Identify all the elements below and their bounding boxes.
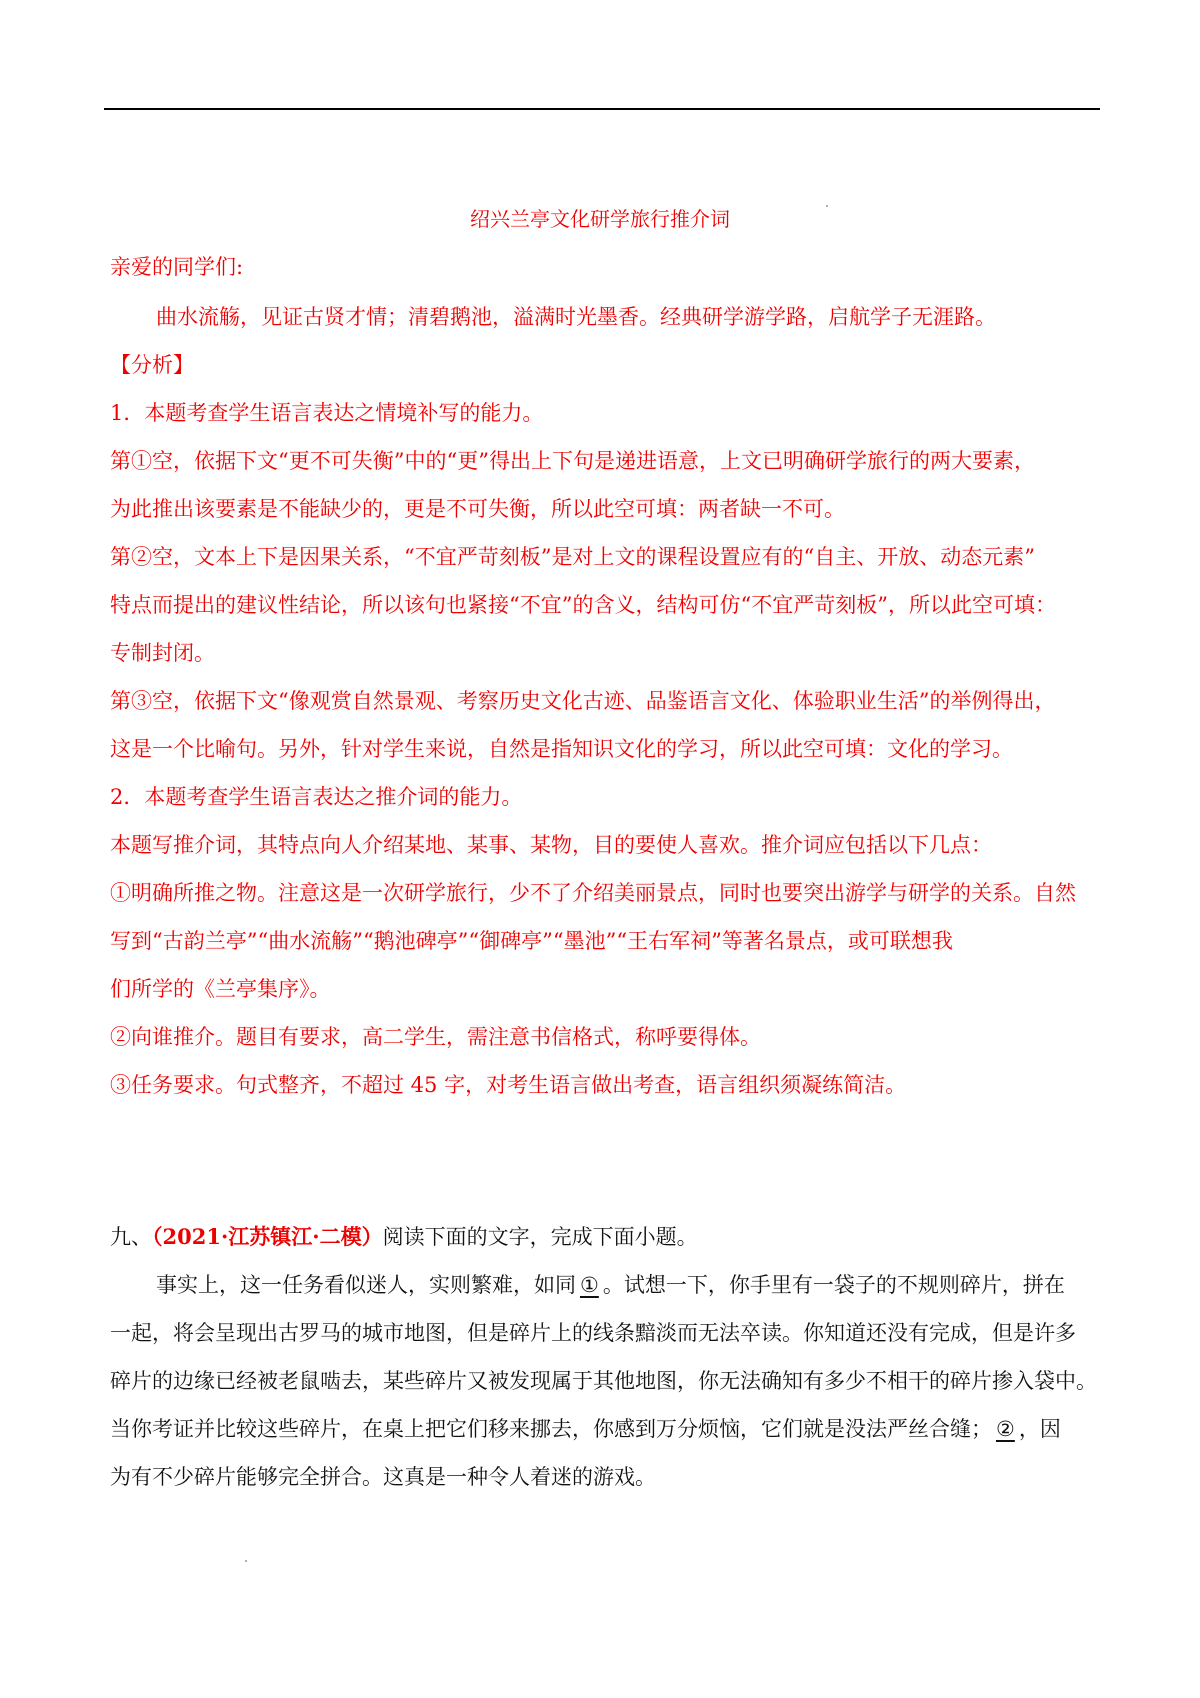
analysis-line: 第②空，文本上下是因果关系，“不宜严苛刻板”是对上文的课程设置应有的“自主、开放、动态元素” <box>110 545 1035 569</box>
analysis-line: 第③空，依据下文“像观赏自然景观、考察历史文化古迹、品鉴语言文化、体验职业生活”的举例得出， <box>110 689 1056 713</box>
passage-line <box>110 1414 1061 1444</box>
passage-text: 。试想一下，你手里有一袋子的不规则碎片，拼在 <box>602 1273 1065 1297</box>
speck-mark <box>826 205 828 207</box>
passage-text: 当你考证并比较这些碎片，在桌上把它们移来挪去，你感到万分烦恼，它们就是没法严丝合缝； <box>110 1417 992 1441</box>
question-source: （2021·江苏镇江·二模） <box>152 1224 383 1249</box>
analysis-line: 2．本题考查学生语言表达之推介词的能力。 <box>110 785 523 809</box>
passage-text: ，因 <box>1018 1417 1061 1441</box>
analysis-line: ②向谁推介。题目有要求，高二学生，需注意书信格式，称呼要得体。 <box>110 1025 761 1049</box>
question-number: 九、 <box>110 1225 152 1249</box>
passage-line <box>156 1270 1065 1300</box>
question-header <box>110 1222 698 1252</box>
passage-line: 一起，将会呈现出古罗马的城市地图，但是碎片上的线条黯淡而无法卒读。你知道还没有完成，但是许多 <box>110 1321 1076 1345</box>
analysis-heading: 【分析】 <box>110 353 194 377</box>
passage-line: 为有不少碎片能够完全拼合。这真是一种令人着迷的游戏。 <box>110 1465 656 1489</box>
analysis-line: 第①空，依据下文“更不可失衡”中的“更”得出上下句是递进语意，上文已明确研学旅行的两大要素， <box>110 449 1035 473</box>
analysis-line: 写到“古韵兰亭”“曲水流觞”“鹅池碑亭”“御碑亭”“墨池”“王右军祠”等著名景点，或可联想我 <box>110 929 953 953</box>
analysis-line: 这是一个比喻句。另外，针对学生来说，自然是指知识文化的学习，所以此空可填：文化的学习。 <box>110 737 1013 761</box>
question-instruction: 阅读下面的文字，完成下面小题。 <box>382 1225 698 1249</box>
passage-line: 碎片的边缘已经被老鼠啮去，某些碎片又被发现属于其他地图，你无法确知有多少不相干的碎片掺入袋中。 <box>110 1369 1097 1393</box>
analysis-line: 专制封闭。 <box>110 641 215 665</box>
analysis-line: 1．本题考查学生语言表达之情境补写的能力。 <box>110 401 544 425</box>
analysis-line: ①明确所推之物。注意这是一次研学旅行，少不了介绍美丽景点，同时也要突出游学与研学的关系。自然 <box>110 881 1076 905</box>
essay-title: 绍兴兰亭文化研学旅行推介词 <box>470 207 730 231</box>
analysis-line: 为此推出该要素是不能缺少的，更是不可失衡，所以此空可填：两者缺一不可。 <box>110 497 845 521</box>
analysis-line: ③任务要求。句式整齐，不超过 45 字，对考生语言做出考查，语言组织须凝练简洁。 <box>110 1073 907 1097</box>
analysis-line: 特点而提出的建议性结论，所以该句也紧接“不宜”的含义，结构可仿“不宜严苛刻板”，所以此空可填： <box>110 593 1056 617</box>
analysis-line: 本题写推介词，其特点向人介绍某地、某事、某物，目的要使人喜欢。推介词应包括以下几点： <box>110 833 992 857</box>
passage-text: 事实上，这一任务看似迷人，实则繁难，如同 <box>156 1273 576 1297</box>
speck-mark <box>245 1560 247 1562</box>
blank-2: ② <box>996 1417 1015 1441</box>
blank-1: ① <box>580 1273 599 1297</box>
analysis-line: 们所学的《兰亭集序》。 <box>110 977 331 1001</box>
intro-line: 曲水流觞，见证古贤才情；清碧鹅池，溢满时光墨香。经典研学游学路，启航学子无涯路。 <box>156 305 996 329</box>
greeting: 亲爱的同学们: <box>110 255 244 279</box>
header-rule <box>104 108 1100 110</box>
